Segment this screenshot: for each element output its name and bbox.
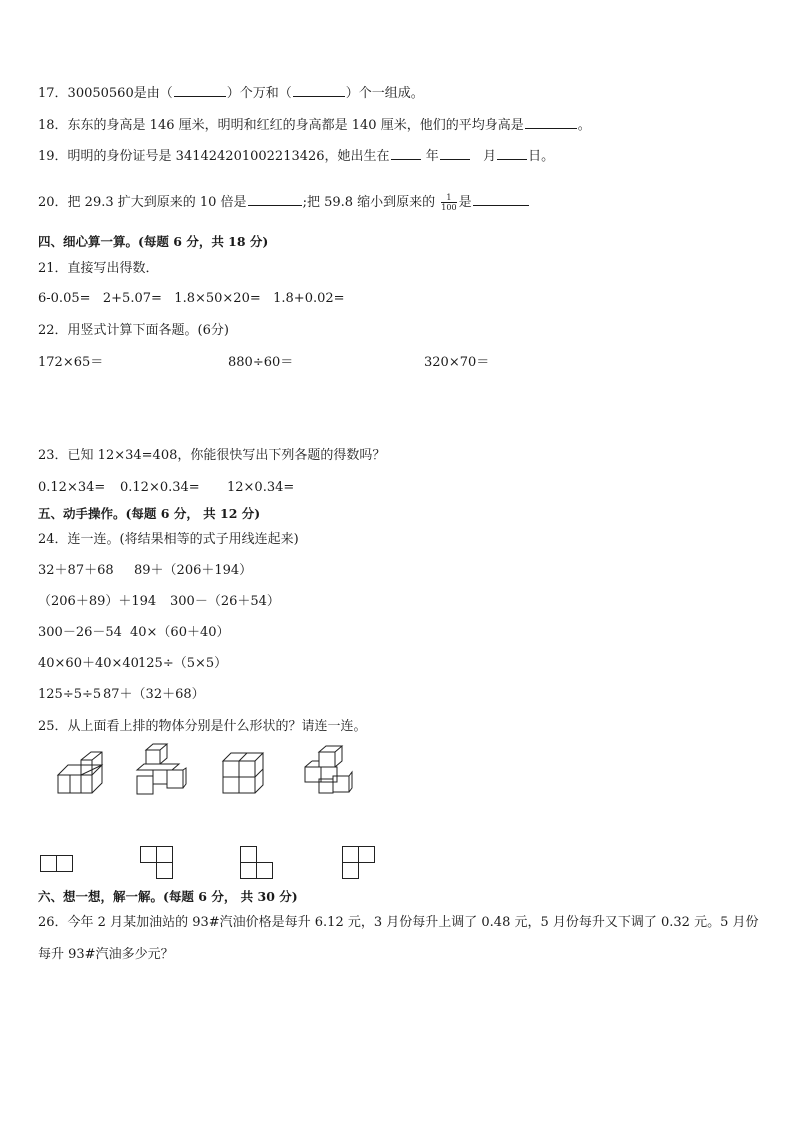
section-5-heading: 五、动手操作。(每题 6 分， 共 12 分) [38, 506, 261, 521]
top-view-shape-1[interactable] [40, 855, 74, 873]
q19-text-year: 年 [425, 149, 439, 164]
q19-blank-day[interactable] [497, 146, 527, 160]
section-4-heading: 四、细心算一算。(每题 6 分，共 18 分) [38, 234, 269, 249]
q17-blank-1[interactable] [174, 83, 226, 97]
q23-expr-2: 0.12×0.34= [120, 480, 200, 495]
question-21-expressions: 6-0.05= 2+5.07= 1.8×50×20= 1.8+0.02= [38, 291, 345, 306]
q24-right-expr-4[interactable]: 125÷（5×5） [138, 656, 228, 671]
q19-blank-month[interactable] [440, 146, 470, 160]
q24-left-expr-1[interactable]: 32＋87＋68 [38, 563, 114, 578]
solid-figure-3[interactable] [222, 752, 264, 794]
solid-figure-1[interactable] [56, 758, 106, 796]
q20-text-c: 是 [458, 195, 472, 210]
top-view-shape-4[interactable] [342, 846, 378, 880]
q22-expr-3: 320×70＝ [424, 355, 490, 370]
q17-text-c: ）个一组成。 [345, 86, 424, 101]
question-20 [38, 192, 530, 212]
question-24-text: 24．连一连。(将结果相等的式子用线连起来) [38, 532, 299, 547]
q24-left-expr-2[interactable]: （206＋89）＋194 [38, 594, 157, 609]
q20-text-a: 20．把 29.3 扩大到原来的 10 倍是 [38, 195, 247, 210]
question-25-text: 25．从上面看上排的物体分别是什么形状的？请连一连。 [38, 719, 367, 734]
q24-left-expr-3[interactable]: 300－26－54 [38, 625, 122, 640]
solid-figure-4[interactable] [300, 743, 354, 795]
q24-right-expr-1[interactable]: 89＋（206＋194） [134, 563, 253, 578]
question-18 [38, 115, 591, 135]
q19-blank-year[interactable] [391, 146, 421, 160]
section-6-heading: 六、想一想，解一解。(每题 6 分， 共 30 分) [38, 889, 298, 904]
q24-left-expr-5[interactable]: 125÷5÷5 [38, 687, 102, 702]
q17-blank-2[interactable] [293, 83, 345, 97]
q23-expr-3: 12×0.34= [227, 480, 295, 495]
q23-expr-1: 0.12×34= [38, 480, 106, 495]
q17-text-a: 17．30050560是由（ [38, 86, 173, 101]
q18-blank[interactable] [525, 115, 577, 129]
q19-text-month: 月 [483, 149, 497, 164]
q24-left-expr-4[interactable]: 40×60＋40×40 [38, 656, 139, 671]
q18-text-b: 。 [577, 118, 591, 133]
solid-figure-2[interactable] [136, 747, 188, 797]
question-19 [38, 146, 554, 166]
q22-expr-2: 880÷60＝ [228, 355, 294, 370]
q17-text-b: ）个万和（ [226, 86, 292, 101]
question-21-text: 21．直接写出得数． [38, 261, 159, 276]
q24-right-expr-5[interactable]: 87＋（32＋68） [103, 687, 205, 702]
q20-fraction: $\frac{1}{100}$ [441, 193, 457, 212]
question-23-text: 23．已知 12×34=408，你能很快写出下列各题的得数吗？ [38, 448, 386, 463]
q20-text-b: ;把 59.8 缩小到原来的 [302, 195, 436, 210]
question-22-text: 22．用竖式计算下面各题。(6分) [38, 323, 229, 338]
q19-text-a: 19．明明的身份证号是 341424201002213426，她出生在 [38, 149, 390, 164]
q18-text-a: 18．东东的身高是 146 厘米，明明和红红的身高都是 140 厘米，他们的平均身高是 [38, 118, 524, 133]
top-view-shape-3[interactable] [240, 846, 276, 880]
top-view-shape-2[interactable] [140, 846, 176, 880]
q20-blank-1[interactable] [248, 192, 302, 206]
q19-text-day: 日。 [528, 149, 555, 164]
q24-right-expr-2[interactable]: 300－（26＋54） [170, 594, 280, 609]
question-17 [38, 83, 424, 103]
question-26-line-2: 每升 93#汽油多少元？ [38, 947, 174, 962]
q20-blank-2[interactable] [473, 192, 529, 206]
q24-right-expr-3[interactable]: 40×（60＋40） [130, 625, 230, 640]
question-26-line-1: 26．今年 2 月某加油站的 93#汽油价格是每升 6.12 元，3 月份每升上调了 0.48 元，5 月份每升又下调了 0.32 元。5 月份 [38, 915, 759, 930]
q22-expr-1: 172×65＝ [38, 355, 104, 370]
